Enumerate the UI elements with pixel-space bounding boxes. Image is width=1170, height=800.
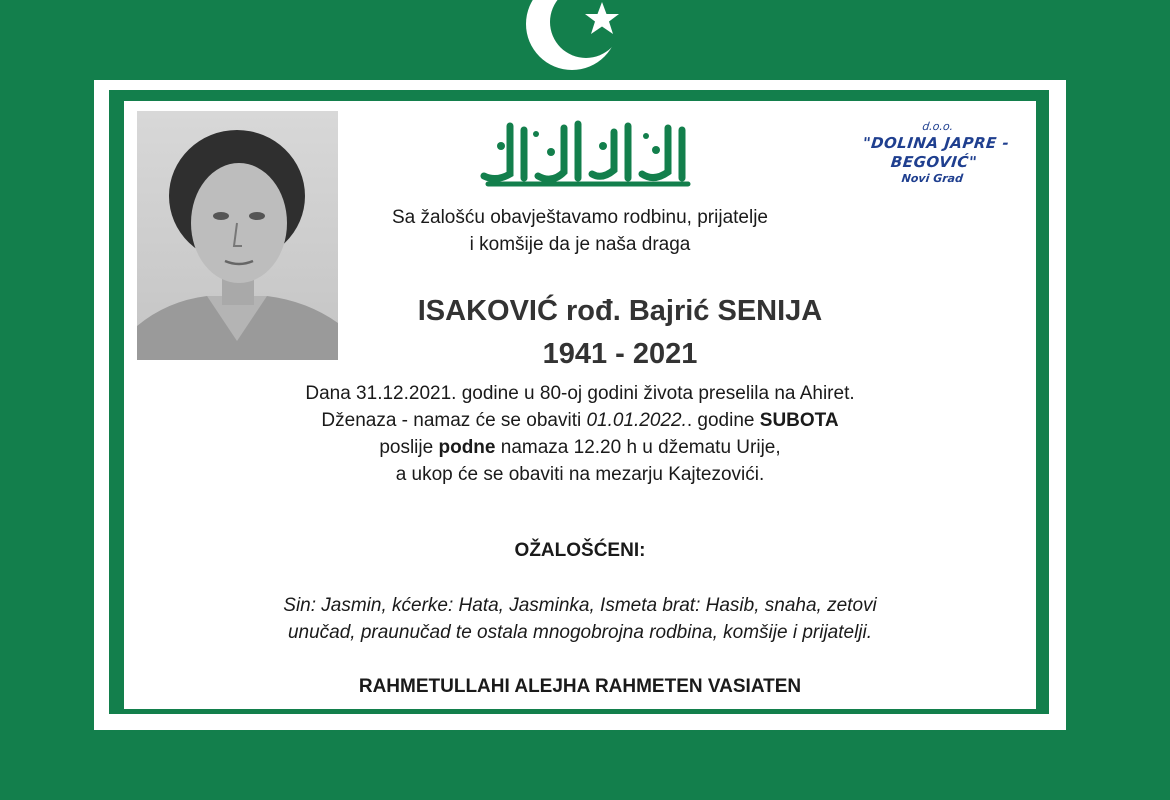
company-logo: [837, 120, 1034, 186]
deceased-first-name: SENIJA: [717, 295, 823, 327]
intro-line-1: Sa žalošću obavještavamo rodbinu, prijatelje: [392, 207, 768, 228]
intro-text: [250, 204, 910, 258]
deceased-years: 1941 - 2021: [542, 338, 698, 370]
details-line-2: [124, 407, 1036, 434]
company-name: "DOLINA JAPRE - BEGOVIĆ": [861, 134, 1011, 171]
intro-line-2: i komšije da je naša draga: [469, 234, 691, 255]
mourners-list: [124, 592, 1036, 646]
deceased-name: [250, 295, 990, 328]
details-line-3-a: poslije: [379, 437, 439, 458]
details-line-3: [124, 434, 1036, 461]
closing-prayer: RAHMETULLAHI ALEJHA RAHMETEN VASIATEN: [358, 676, 802, 697]
details-date: 01.01.2022.: [586, 410, 687, 431]
details-line-3-b: namaza 12.20 h u džematu Urije,: [495, 437, 781, 458]
details-day: SUBOTA: [759, 410, 839, 431]
details-line-2-a: Dženaza - namaz će se obaviti: [321, 410, 587, 431]
funeral-details: [124, 380, 1036, 488]
crescent-star-icon: [524, 0, 634, 72]
arabic-calligraphy-icon: [476, 116, 696, 192]
details-line-1: Dana 31.12.2021. godine u 80-oj godini života preselila na Ahiret.: [305, 383, 855, 404]
deceased-surname: ISAKOVIĆ: [417, 295, 558, 327]
details-line-2-b: . godine: [686, 410, 760, 431]
mourners-line-2: unučad, praunučad te ostala mnogobrojna rodbina, komšije i prijatelji.: [287, 622, 873, 643]
details-line-4: a ukop će se obaviti na mezarju Kajtezovići.: [395, 464, 765, 485]
mourners-line-1: Sin: Jasmin, kćerke: Hata, Jasminka, Ismeta brat: Hasib, snaha, zetovi: [283, 595, 877, 616]
details-line-3-bold: podne: [438, 437, 496, 458]
deceased-born-as: rođ. Bajrić: [565, 295, 710, 327]
mourners-title: OŽALOŠĆENI:: [514, 540, 646, 561]
company-type: d.o.o.: [921, 120, 954, 133]
company-city: Novi Grad: [900, 172, 964, 185]
